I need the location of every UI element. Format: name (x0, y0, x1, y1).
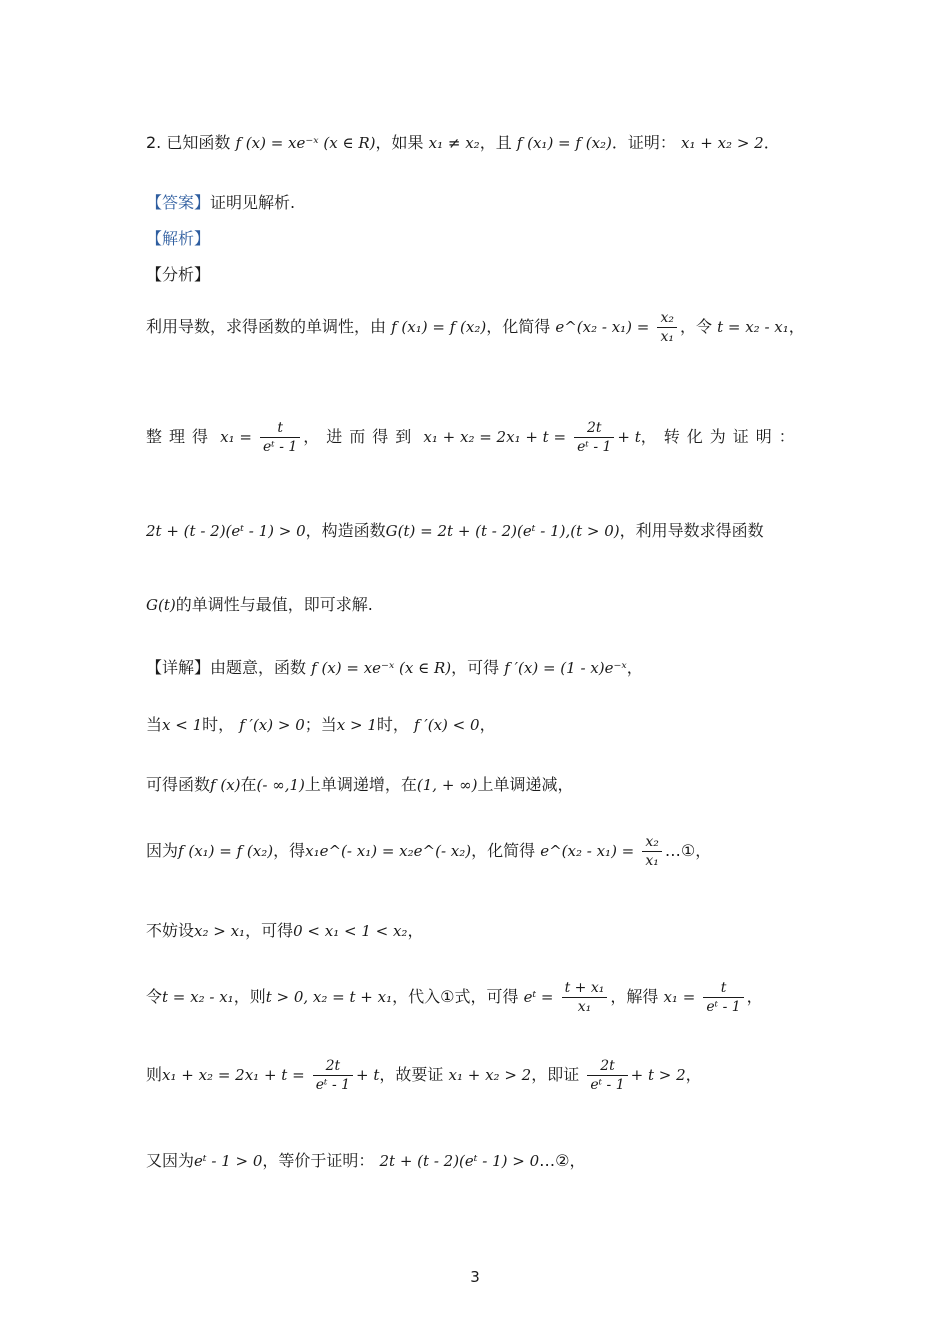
fraction: $\frac{\text{x₂}}{\text{x₁}}$ (657, 310, 677, 345)
analysis-line-3: 2t + (t - 2)(eᵗ - 1) > 0，构造函数G(t) = 2t + (t - 2)(eᵗ - 1),(t > 0)，利用导数求得函数 (146, 521, 764, 540)
detail-line-1: 【详解】由题意，函数 f (x) = xe⁻ˣ (x ∈ R)，可得 f ′(x) = (1 - x)e⁻ˣ， (146, 658, 643, 677)
problem-statement: 2. 已知函数 f (x) = xe⁻ˣ (x ∈ R)，如果 x₁ ≠ x₂，且 f (x₁) = f (x₂)．证明： x₁ + x₂ > 2． (146, 133, 780, 152)
fraction: $\frac{t}{\text{eᵗ - 1}}$ (703, 980, 743, 1015)
fraction: $\frac{2t}{\text{eᵗ - 1}}$ (574, 420, 614, 455)
detail-line-7: 则x₁ + x₂ = 2x₁ + t = $\frac{2t}{\text{eᵗ - 1}}$ + t，故要证 x₁ + x₂ > 2，即证 $\frac{2t}{\text{eᵗ - 1}}$ + t > 2， (146, 1058, 702, 1093)
fraction: $\frac{\text{x₂}}{\text{x₁}}$ (642, 834, 662, 869)
fraction: $\frac{2t}{\text{eᵗ - 1}}$ (587, 1058, 627, 1093)
detail-line-3: 可得函数f (x)在(- ∞,1)上单调递增，在(1, + ∞)上单调递减， (146, 775, 574, 794)
claim: x₁ + x₂ > 2 (681, 134, 764, 152)
detail-line-5: 不妨设x₂ > x₁，可得0 < x₁ < 1 < x₂， (146, 921, 424, 940)
detail-line-4: 因为f (x₁) = f (x₂)，得x₁e^(- x₁) = x₂e^(- x₂)，化简得 e^(x₂ - x₁) = $\frac{\text{x₂}}{\text{x₁}}$ …①， (146, 834, 712, 869)
analysis-line-2: 整理得 x₁ = $\frac{t}{\text{eᵗ - 1}}$ ，进而得到 x₁ + x₂ = 2x₁ + t = $\frac{2t}{\text{eᵗ - 1}}$ + t，转化为证明： (146, 420, 802, 455)
detail-line-6: 令t = x₂ - x₁，则t > 0, x₂ = t + x₁，代入①式，可得 eᵗ = $\frac{\text{t + x₁}}{\text{x₁}}$ ，解得 x₁ = $\frac{t}{\text{eᵗ - 1}}$ ， (146, 980, 763, 1015)
fraction: $\frac{t}{\text{eᵗ - 1}}$ (260, 420, 300, 455)
fraction: $\frac{2t}{\text{eᵗ - 1}}$ (313, 1058, 353, 1093)
analysis-heading: 【解析】 (146, 229, 211, 248)
fenxi-heading: 【分析】 (146, 265, 211, 284)
analysis-line-4: G(t)的单调性与最值，即可求解. (146, 595, 373, 614)
detail-line-8: 又因为eᵗ - 1 > 0，等价于证明： 2t + (t - 2)(eᵗ - 1) > 0…②， (146, 1151, 586, 1170)
page-number: 3 (470, 1268, 480, 1286)
function-definition: f (x) = xe⁻ˣ (x ∈ R) (235, 134, 376, 152)
analysis-line-1: 利用导数，求得函数的单调性，由 f (x₁) = f (x₂)，化简得 e^(x₂ - x₁) = $\frac{\text{x₂}}{\text{x₁}}$ ，令 t = x₂ - x₁， (146, 310, 805, 345)
answer-tag: 【答案】 (146, 193, 211, 212)
answer-line: 【答案】证明见解析. (146, 193, 296, 212)
fraction: $\frac{\text{t + x₁}}{\text{x₁}}$ (562, 980, 608, 1015)
problem-number: 2. (146, 133, 162, 152)
detail-tag: 【详解】 (146, 658, 211, 677)
detail-line-2: 当x < 1时， f ′(x) > 0；当x > 1时， f ′(x) < 0， (146, 715, 496, 734)
